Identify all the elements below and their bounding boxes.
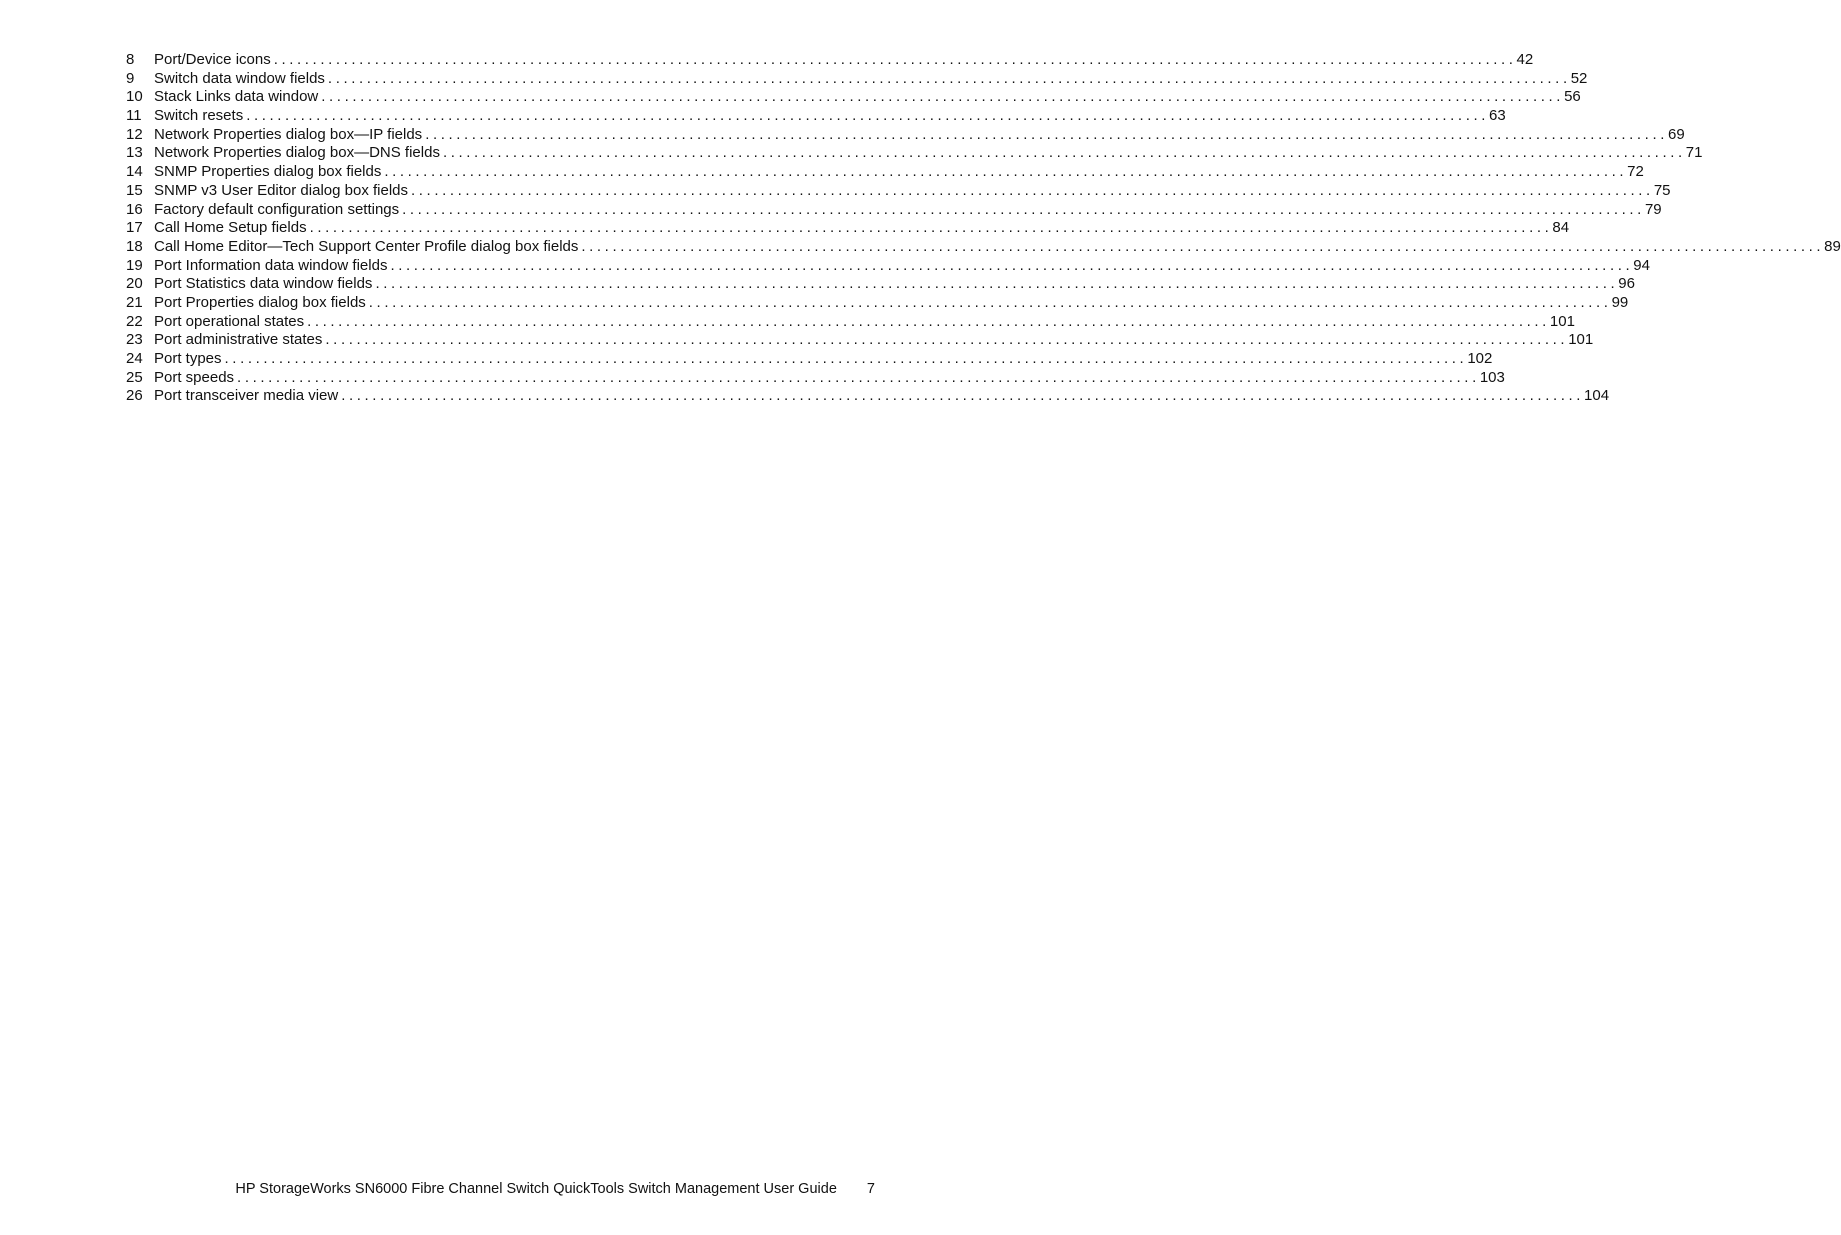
page-reference[interactable]: 56 bbox=[1564, 88, 1581, 106]
table-entry[interactable] bbox=[126, 331, 1594, 350]
page-reference[interactable]: 42 bbox=[1516, 51, 1534, 68]
table-entry[interactable] bbox=[126, 125, 1685, 145]
table-title[interactable]: Port transceiver media view bbox=[154, 387, 339, 405]
page-reference[interactable]: 75 bbox=[1653, 181, 1671, 199]
page-reference[interactable]: 52 bbox=[1570, 69, 1588, 87]
table-title[interactable]: Port administrative states bbox=[154, 331, 323, 349]
table-title[interactable]: Port Statistics data window fields bbox=[154, 275, 373, 293]
table-entry[interactable] bbox=[126, 256, 1650, 276]
table-number: 25 bbox=[126, 368, 143, 386]
table-number: 15 bbox=[126, 181, 143, 199]
table-number: 26 bbox=[126, 387, 143, 405]
page-reference[interactable]: 99 bbox=[1611, 293, 1629, 311]
dot-leader: ................................................................................................................................................................ bbox=[327, 69, 1571, 87]
page-reference[interactable]: 72 bbox=[1627, 163, 1644, 181]
table-title[interactable]: Switch resets bbox=[154, 107, 244, 125]
dot-leader: ................................................................................................................................................................ bbox=[411, 181, 1654, 199]
footer-document-title: HP StorageWorks SN6000 Fibre Channel Switch QuickTools Switch Management User Guide bbox=[235, 1181, 837, 1197]
table-number: 12 bbox=[126, 125, 143, 143]
page-reference[interactable]: 69 bbox=[1667, 125, 1685, 143]
table-title[interactable]: Network Properties dialog box—IP fields bbox=[154, 125, 423, 143]
table-number: 20 bbox=[126, 275, 143, 293]
table-title[interactable]: Port Properties dialog box fields bbox=[154, 293, 366, 311]
dot-leader: ................................................................................................................................................................ bbox=[442, 144, 1686, 162]
dot-leader: ................................................................................................................................................................ bbox=[581, 237, 1825, 255]
table-entry[interactable] bbox=[126, 51, 1534, 70]
table-number: 16 bbox=[126, 200, 143, 218]
table-number: 14 bbox=[126, 163, 143, 181]
page-reference[interactable]: 71 bbox=[1685, 144, 1703, 162]
table-number: 18 bbox=[126, 237, 143, 255]
dot-leader: ................................................................................................................................................................ bbox=[321, 88, 1565, 106]
dot-leader: ................................................................................................................................................................ bbox=[402, 200, 1645, 218]
dot-leader: ................................................................................................................................................................ bbox=[224, 350, 1468, 367]
table-title[interactable]: Network Properties dialog box—DNS fields bbox=[154, 144, 440, 162]
page-reference[interactable]: 84 bbox=[1552, 219, 1570, 237]
table-title[interactable]: Port operational states bbox=[154, 312, 305, 330]
dot-leader: ................................................................................................................................................................ bbox=[375, 275, 1619, 293]
table-number: 10 bbox=[126, 88, 143, 106]
table-entry[interactable] bbox=[126, 387, 1610, 406]
table-list bbox=[126, 51, 1841, 406]
page-reference[interactable]: 101 bbox=[1568, 331, 1594, 349]
table-entry[interactable] bbox=[126, 181, 1671, 201]
table-entry[interactable] bbox=[126, 368, 1505, 388]
table-title[interactable]: Call Home Editor—Tech Support Center Profile dialog box fields bbox=[154, 237, 579, 255]
table-entry[interactable] bbox=[126, 144, 1703, 163]
table-title[interactable]: Port Information data window fields bbox=[154, 256, 388, 274]
footer-page-number: 7 bbox=[866, 1181, 875, 1197]
table-title[interactable]: Switch data window fields bbox=[154, 69, 325, 87]
dot-leader: ................................................................................................................................................................ bbox=[325, 331, 1569, 349]
page-reference[interactable]: 101 bbox=[1549, 312, 1575, 330]
table-number: 24 bbox=[126, 350, 143, 367]
page-reference[interactable]: 104 bbox=[1584, 387, 1610, 405]
dot-leader: ................................................................................................................................................................ bbox=[246, 107, 1489, 125]
table-title[interactable]: Port speeds bbox=[154, 368, 235, 386]
table-title[interactable]: SNMP Properties dialog box fields bbox=[154, 163, 382, 181]
table-entry[interactable] bbox=[126, 163, 1644, 182]
page-reference[interactable]: 96 bbox=[1618, 275, 1635, 293]
dot-leader: ................................................................................................................................................................ bbox=[368, 293, 1612, 311]
table-number: 9 bbox=[126, 69, 135, 87]
table-number: 13 bbox=[126, 144, 143, 162]
table-title[interactable]: SNMP v3 User Editor dialog box fields bbox=[154, 181, 409, 199]
table-entry[interactable] bbox=[126, 69, 1588, 89]
table-entry[interactable] bbox=[126, 200, 1662, 220]
dot-leader: ................................................................................................................................................................ bbox=[384, 163, 1628, 181]
dot-leader: ................................................................................................................................................................ bbox=[390, 256, 1634, 274]
table-number: 23 bbox=[126, 331, 143, 349]
page-reference[interactable]: 94 bbox=[1633, 256, 1650, 274]
dot-leader: ................................................................................................................................................................ bbox=[341, 387, 1585, 405]
table-entry[interactable] bbox=[126, 237, 1841, 257]
table-number: 11 bbox=[126, 107, 142, 125]
dot-leader: ................................................................................................................................................................ bbox=[309, 219, 1553, 237]
table-entry[interactable] bbox=[126, 312, 1575, 332]
page-footer bbox=[235, 1180, 875, 1198]
page-reference[interactable]: 63 bbox=[1489, 107, 1506, 125]
dot-leader: ................................................................................................................................................................ bbox=[273, 51, 1517, 68]
dot-leader: ................................................................................................................................................................ bbox=[237, 368, 1480, 386]
page-reference[interactable]: 79 bbox=[1644, 200, 1662, 218]
page-reference[interactable]: 103 bbox=[1479, 368, 1505, 386]
dot-leader: ................................................................................................................................................................ bbox=[425, 125, 1668, 143]
table-entry[interactable] bbox=[126, 107, 1506, 126]
table-number: 22 bbox=[126, 312, 143, 330]
table-entry[interactable] bbox=[126, 88, 1581, 107]
table-title[interactable]: Factory default configuration settings bbox=[154, 200, 400, 218]
table-entry[interactable] bbox=[126, 293, 1629, 313]
table-entry[interactable] bbox=[126, 275, 1635, 294]
table-entry[interactable] bbox=[126, 219, 1570, 238]
table-number: 8 bbox=[126, 51, 135, 68]
page-reference[interactable]: 89 bbox=[1824, 237, 1841, 255]
page-reference[interactable]: 102 bbox=[1467, 350, 1493, 367]
table-entry[interactable] bbox=[126, 350, 1493, 369]
table-title[interactable]: Call Home Setup fields bbox=[154, 219, 307, 237]
table-number: 19 bbox=[126, 256, 143, 274]
table-title[interactable]: Port/Device icons bbox=[154, 51, 271, 68]
dot-leader: ................................................................................................................................................................ bbox=[307, 312, 1550, 330]
table-number: 21 bbox=[126, 293, 143, 311]
table-title[interactable]: Port types bbox=[154, 350, 222, 367]
table-number: 17 bbox=[126, 219, 143, 237]
table-title[interactable]: Stack Links data window bbox=[154, 88, 319, 106]
